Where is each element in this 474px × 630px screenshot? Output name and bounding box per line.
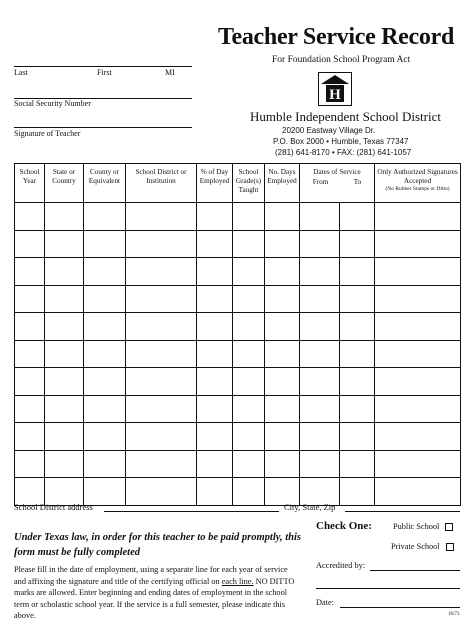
table-cell[interactable] [265, 368, 300, 396]
table-cell[interactable] [197, 203, 233, 231]
no-rubber-stamps-note: (No Rubber Stamps or Ditto) [385, 186, 450, 192]
table-cell[interactable] [197, 285, 233, 313]
header-state-or-country: State or Country [45, 164, 84, 203]
table-cell[interactable] [265, 423, 300, 451]
public-school-label: Public School [393, 522, 440, 531]
private-school-option[interactable] [391, 542, 454, 551]
table-row [15, 313, 461, 341]
header-school-year: School Year [15, 164, 45, 203]
district-logo-icon [318, 72, 352, 106]
table-cell[interactable] [340, 478, 375, 506]
table-cell[interactable] [84, 285, 126, 313]
table-cell[interactable] [15, 313, 45, 341]
table-cell[interactable] [265, 450, 300, 478]
accredited-by-field[interactable] [370, 570, 460, 571]
table-row [15, 230, 461, 258]
check-one-label: Check One: [316, 520, 372, 532]
table-cell[interactable] [300, 285, 340, 313]
table-cell[interactable] [233, 423, 265, 451]
header-county: County or Equivalent [84, 164, 126, 203]
signature-label: Signature of Teacher [14, 129, 81, 138]
table-cell[interactable] [340, 368, 375, 396]
table-cell[interactable] [375, 230, 461, 258]
table-cell[interactable] [300, 340, 340, 368]
from-label: From [312, 178, 329, 186]
table-cell[interactable] [197, 368, 233, 396]
table-cell[interactable] [84, 258, 126, 286]
header-grades: School Grade(s) Taught [233, 164, 265, 203]
accredited-by-label: Accredited by: [316, 561, 366, 570]
table-row [15, 395, 461, 423]
table-cell[interactable] [15, 258, 45, 286]
district-street: 20200 Eastway Village Dr. [282, 126, 376, 135]
table-cell[interactable] [375, 368, 461, 396]
table-cell[interactable] [340, 203, 375, 231]
table-row [15, 478, 461, 506]
public-school-checkbox[interactable] [445, 523, 453, 531]
table-cell[interactable] [340, 395, 375, 423]
instructions [14, 564, 300, 622]
table-cell[interactable] [84, 368, 126, 396]
table-cell[interactable] [233, 203, 265, 231]
table-cell[interactable] [45, 258, 84, 286]
table-cell[interactable] [375, 450, 461, 478]
accredited-by-field-2[interactable] [316, 588, 460, 589]
table-cell[interactable] [340, 258, 375, 286]
table-row [15, 258, 461, 286]
table-cell[interactable] [300, 478, 340, 506]
svg-text:H: H [329, 87, 341, 103]
table-cell[interactable] [233, 313, 265, 341]
table-cell[interactable] [375, 478, 461, 506]
header-dates-of-service [300, 164, 375, 203]
table-cell[interactable] [340, 340, 375, 368]
table-cell[interactable] [233, 478, 265, 506]
table-cell[interactable] [375, 203, 461, 231]
table-cell[interactable] [375, 395, 461, 423]
table-cell[interactable] [84, 203, 126, 231]
table-cell[interactable] [84, 478, 126, 506]
header-days-employed: No. Days Employed [265, 164, 300, 203]
table-cell[interactable] [300, 258, 340, 286]
table-cell[interactable] [265, 285, 300, 313]
name-field[interactable] [14, 66, 192, 67]
table-cell[interactable] [300, 395, 340, 423]
table-cell[interactable] [197, 230, 233, 258]
table-cell[interactable] [45, 203, 84, 231]
table-cell[interactable] [340, 285, 375, 313]
table-cell[interactable] [45, 285, 84, 313]
table-cell[interactable] [375, 285, 461, 313]
table-cell[interactable] [84, 450, 126, 478]
table-cell[interactable] [265, 340, 300, 368]
instructions-part1: Please fill in the date of employment, using a separate line for each year of service and affixing the signature and title of the certifying official on [14, 565, 288, 586]
service-record-table [14, 163, 461, 506]
form-subtitle: For Foundation School Program Act [272, 55, 411, 65]
table-cell[interactable] [300, 230, 340, 258]
table-cell[interactable] [265, 203, 300, 231]
table-cell[interactable] [197, 478, 233, 506]
table-cell[interactable] [233, 368, 265, 396]
table-cell[interactable] [340, 423, 375, 451]
table-cell[interactable] [84, 395, 126, 423]
table-cell[interactable] [265, 395, 300, 423]
table-cell[interactable] [197, 423, 233, 451]
table-cell[interactable] [300, 313, 340, 341]
mi-label: MI [165, 68, 175, 77]
district-phone: (281) 641-8170 • FAX: (281) 641-1057 [275, 148, 412, 157]
table-cell[interactable] [233, 395, 265, 423]
table-cell[interactable] [197, 258, 233, 286]
table-cell[interactable] [126, 450, 197, 478]
table-cell[interactable] [15, 423, 45, 451]
table-cell[interactable] [45, 450, 84, 478]
district-logo [318, 72, 352, 106]
table-cell[interactable] [126, 395, 197, 423]
table-cell[interactable] [233, 230, 265, 258]
form-number: 16/73 [448, 612, 460, 617]
table-cell[interactable] [45, 340, 84, 368]
table-cell[interactable] [84, 340, 126, 368]
table-cell[interactable] [45, 230, 84, 258]
table-cell[interactable] [300, 203, 340, 231]
table-cell[interactable] [375, 258, 461, 286]
table-cell[interactable] [375, 423, 461, 451]
first-label: First [97, 68, 112, 77]
city-state-zip-label: City, State, Zip [284, 502, 336, 512]
table-row [15, 203, 461, 231]
header-school-district: School District or Institution [126, 164, 197, 203]
table-cell[interactable] [15, 450, 45, 478]
table-row [15, 340, 461, 368]
table-cell[interactable] [15, 340, 45, 368]
table-cell[interactable] [45, 478, 84, 506]
table-cell[interactable] [233, 340, 265, 368]
table-cell[interactable] [84, 423, 126, 451]
table-cell[interactable] [126, 340, 197, 368]
table-cell[interactable] [84, 313, 126, 341]
table-cell[interactable] [45, 313, 84, 341]
instructions-part2: NO DITTO marks are allowed. Enter beginning and ending dates of employment in the school term or scholastic school year. If the service is a full semester, please indicate this above. [14, 576, 295, 621]
table-cell[interactable] [265, 230, 300, 258]
table-cell[interactable] [126, 368, 197, 396]
table-cell[interactable] [15, 368, 45, 396]
dates-of-service-label: Dates of Service [313, 168, 361, 176]
table-cell[interactable] [375, 313, 461, 341]
table-row [15, 450, 461, 478]
table-cell[interactable] [300, 423, 340, 451]
table-cell[interactable] [197, 340, 233, 368]
private-school-checkbox[interactable] [446, 543, 454, 551]
header-pct-day: % of Day Employed [197, 164, 233, 203]
authorized-signatures-label: Only Authorized Signatures Accepted [377, 168, 458, 185]
public-school-option[interactable] [393, 522, 453, 531]
table-cell[interactable] [15, 395, 45, 423]
table-cell[interactable] [15, 478, 45, 506]
table-cell[interactable] [197, 313, 233, 341]
table-cell[interactable] [126, 258, 197, 286]
table-cell[interactable] [126, 478, 197, 506]
table-cell[interactable] [233, 285, 265, 313]
header-authorized-signatures [375, 164, 461, 203]
form-title: Teacher Service Record [218, 24, 454, 50]
table-row [15, 423, 461, 451]
table-cell[interactable] [300, 368, 340, 396]
table-cell[interactable] [233, 258, 265, 286]
table-cell[interactable] [340, 450, 375, 478]
private-school-label: Private School [391, 542, 440, 551]
table-cell[interactable] [126, 203, 197, 231]
table-cell[interactable] [126, 230, 197, 258]
table-cell[interactable] [265, 313, 300, 341]
table-cell[interactable] [197, 395, 233, 423]
city-state-zip-field[interactable] [345, 511, 460, 512]
table-body [15, 203, 461, 506]
table-cell[interactable] [45, 395, 84, 423]
table-cell[interactable] [15, 230, 45, 258]
table-cell[interactable] [126, 423, 197, 451]
instructions-each-line: each line. [221, 576, 254, 586]
district-address-field[interactable] [104, 511, 279, 512]
date-field[interactable] [340, 607, 460, 608]
district-address-label: School District address [14, 502, 93, 512]
table-cell[interactable] [126, 285, 197, 313]
date-label: Date: [316, 598, 334, 607]
last-label: Last [14, 68, 28, 77]
table-cell[interactable] [45, 368, 84, 396]
table-cell[interactable] [15, 285, 45, 313]
district-name: Humble Independent School District [250, 109, 441, 124]
table-cell[interactable] [340, 230, 375, 258]
table-cell[interactable] [197, 450, 233, 478]
to-label: To [353, 178, 362, 186]
table-cell[interactable] [265, 478, 300, 506]
table-header-row [15, 164, 461, 203]
table-cell[interactable] [84, 230, 126, 258]
table-cell[interactable] [233, 450, 265, 478]
table-cell[interactable] [265, 258, 300, 286]
table-row [15, 285, 461, 313]
table-cell[interactable] [15, 203, 45, 231]
ssn-label: Social Security Number [14, 99, 91, 108]
table-cell[interactable] [126, 313, 197, 341]
payment-warning: Under Texas law, in order for this teacher to be paid promptly, this form must be fully completed [14, 532, 302, 559]
table-cell[interactable] [300, 450, 340, 478]
signature-field[interactable] [14, 127, 192, 128]
table-cell[interactable] [45, 423, 84, 451]
table-cell[interactable] [375, 340, 461, 368]
table-cell[interactable] [340, 313, 375, 341]
district-po-box: P.O. Box 2000 • Humble, Texas 77347 [273, 137, 409, 146]
table-row [15, 368, 461, 396]
